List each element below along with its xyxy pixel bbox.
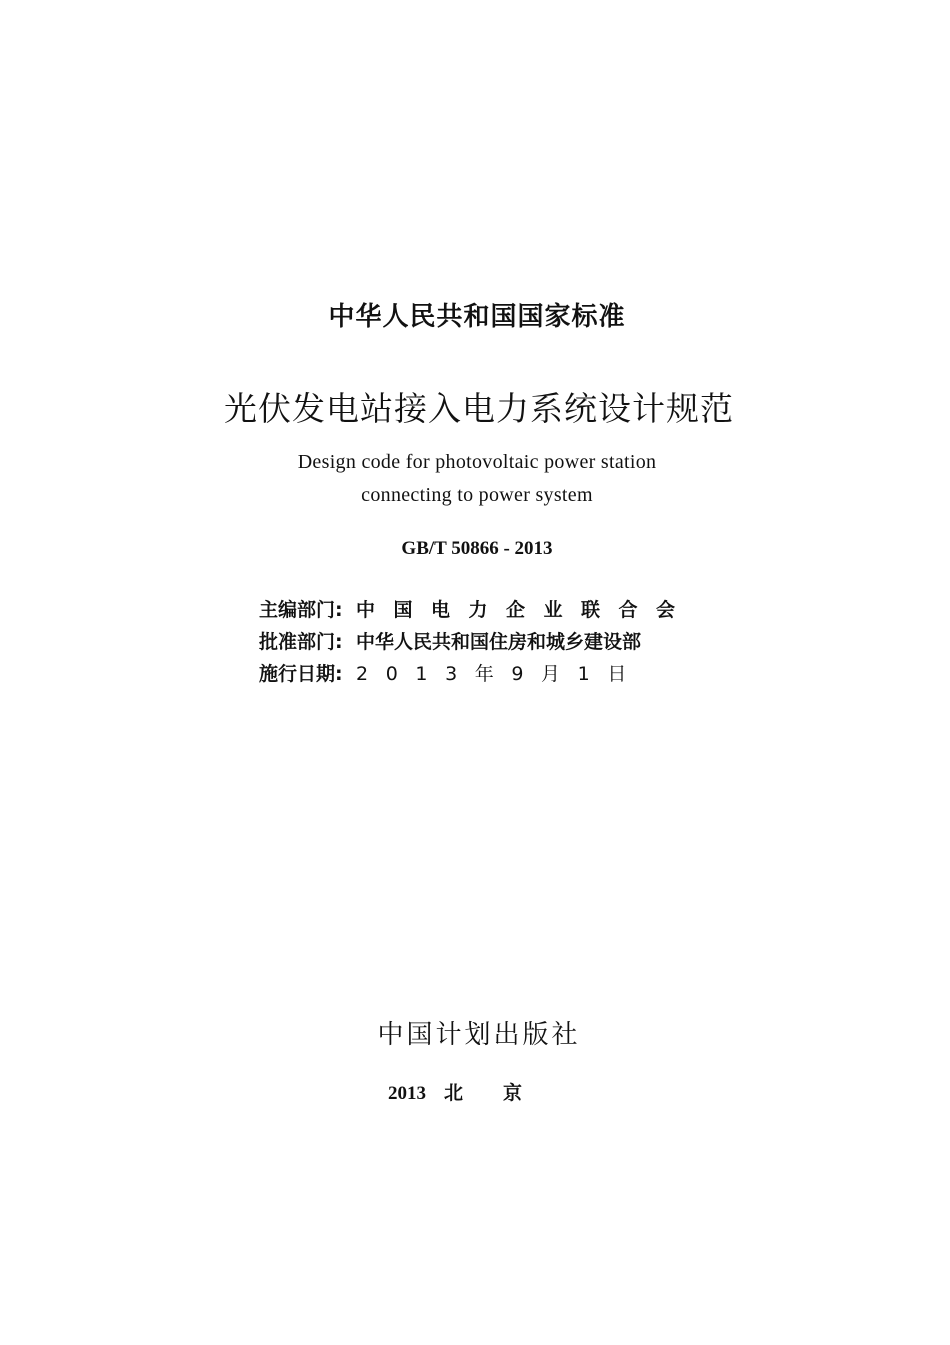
approval-department-label: 批准部门: (259, 631, 343, 653)
effective-date-value: 2013年9月1日 (356, 663, 644, 685)
publisher-name: 中国计划出版社 (377, 1020, 581, 1050)
editor-department-value: 中国电力企业联合会 (356, 599, 694, 621)
editor-department-row (259, 595, 694, 622)
english-title-line-1: Design code for photovoltaic power station (297, 451, 657, 473)
publication-line (0, 1078, 950, 1105)
standard-series-heading: 中华人民共和国国家标准 (328, 302, 626, 332)
approval-department-value: 中华人民共和国住房和城乡建设部 (356, 631, 642, 653)
publication-year: 2013 (387, 1083, 426, 1104)
effective-date-row (259, 659, 679, 686)
publication-city: 北京 (443, 1082, 562, 1104)
english-title-line-2: connecting to power system (361, 484, 593, 506)
chinese-title: 光伏发电站接入电力系统设计规范 (224, 389, 734, 428)
approval-department-row (259, 627, 679, 654)
editor-department-label: 主编部门: (259, 599, 343, 621)
standard-code: GB/T 50866 - 2013 (401, 538, 553, 559)
effective-date-label: 施行日期: (259, 663, 343, 685)
